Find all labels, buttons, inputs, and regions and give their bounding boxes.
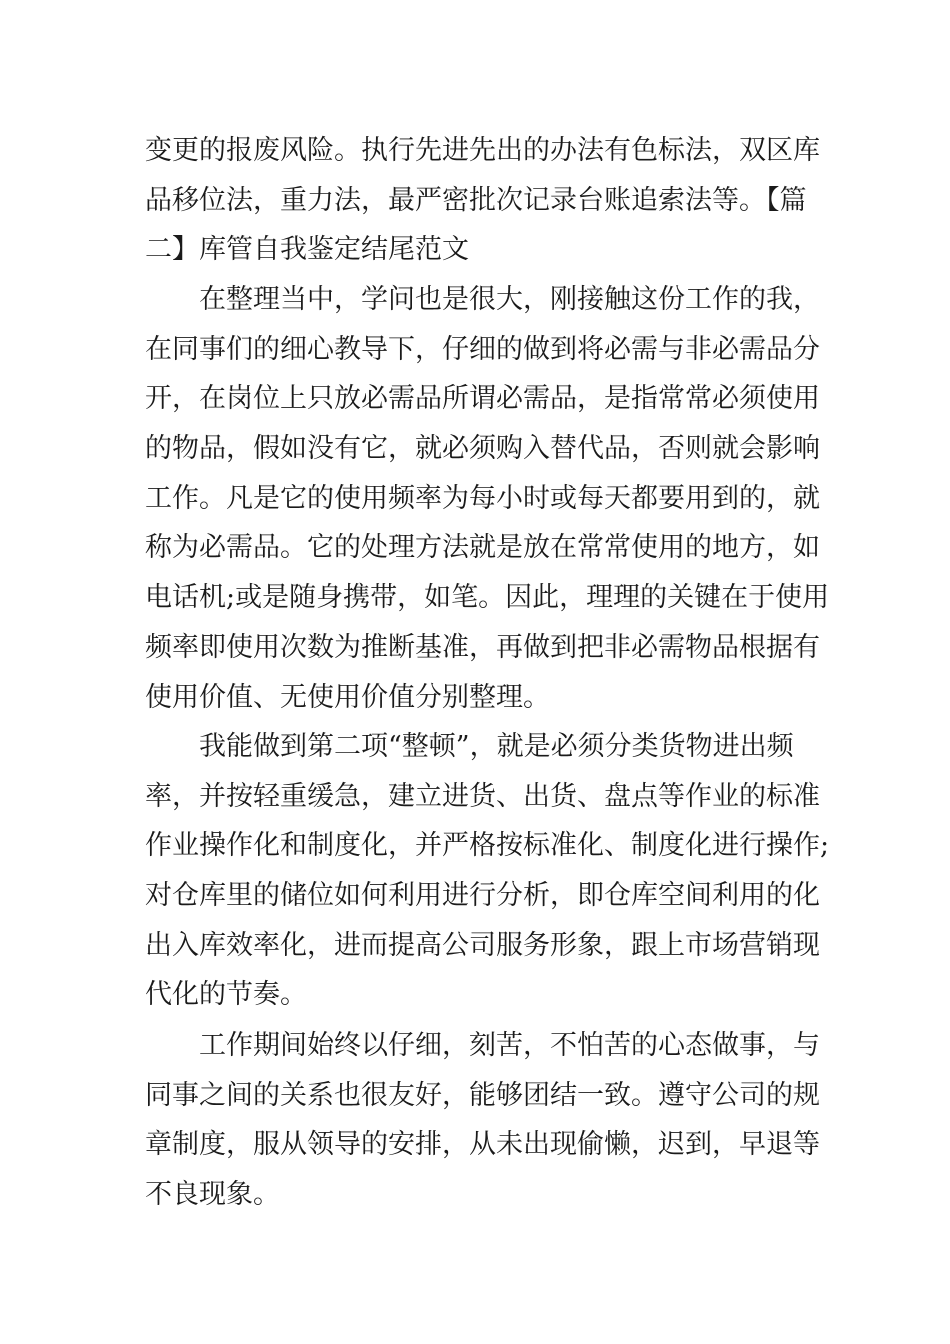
- text-line: 二】库管自我鉴定结尾范文: [145, 234, 469, 266]
- text-line: 工作。凡是它的使用频率为每小时或每天都要用到的，就: [145, 482, 820, 514]
- paragraph-3: [145, 722, 830, 1020]
- paragraph-1: [145, 126, 820, 275]
- paragraph-2: [145, 275, 830, 722]
- text-line: 对仓库里的储位如何利用进行分析，即仓库空间利用的化: [145, 880, 820, 912]
- text-line: 率，并按轻重缓急，建立进货、出货、盘点等作业的标准: [145, 780, 820, 812]
- text-line: 章制度，服从领导的安排，从未出现偷懒，迟到，早退等: [145, 1129, 820, 1161]
- text-line: 电话机;或是随身携带，如笔。因此，理理的关键在于使用: [145, 582, 830, 614]
- text-line: 工作期间始终以仔细，刻苦，不怕苦的心态做事，与: [199, 1030, 820, 1061]
- text-line: 品移位法，重力法，最严密批次记录台账追索法等。【篇: [145, 184, 807, 216]
- text-line: 同事之间的关系也很友好，能够团结一致。遵守公司的规: [145, 1079, 820, 1111]
- text-line: 变更的报废风险。执行先进先出的办法有色标法，双区库: [145, 135, 820, 166]
- text-line: 使用价值、无使用价值分别整理。: [145, 681, 550, 713]
- text-line: 称为必需品。它的处理方法就是放在常常使用的地方，如: [145, 532, 820, 564]
- text-line: 在同事们的细心教导下，仔细的做到将必需与非必需品分: [145, 333, 820, 365]
- paragraph-4: [145, 1021, 820, 1220]
- text-line: 出入库效率化，进而提高公司服务形象，跟上市场营销现: [145, 929, 820, 961]
- text-line: 作业操作化和制度化，并严格按标准化、制度化进行操作;: [145, 830, 830, 862]
- text-line: 的物品，假如没有它，就必须购入替代品，否则就会影响: [145, 433, 820, 465]
- text-line: 不良现象。: [145, 1179, 280, 1211]
- text-line: 开，在岗位上只放必需品所谓必需品，是指常常必须使用: [145, 383, 820, 415]
- text-line: 在整理当中，学问也是很大，刚接触这份工作的我，: [199, 284, 820, 315]
- text-line: 我能做到第二项“整顿”，就是必须分类货物进出频: [199, 731, 794, 762]
- text-line: 代化的节奏。: [145, 979, 307, 1011]
- text-line: 频率即使用次数为推断基准，再做到把非必需物品根据有: [145, 631, 820, 663]
